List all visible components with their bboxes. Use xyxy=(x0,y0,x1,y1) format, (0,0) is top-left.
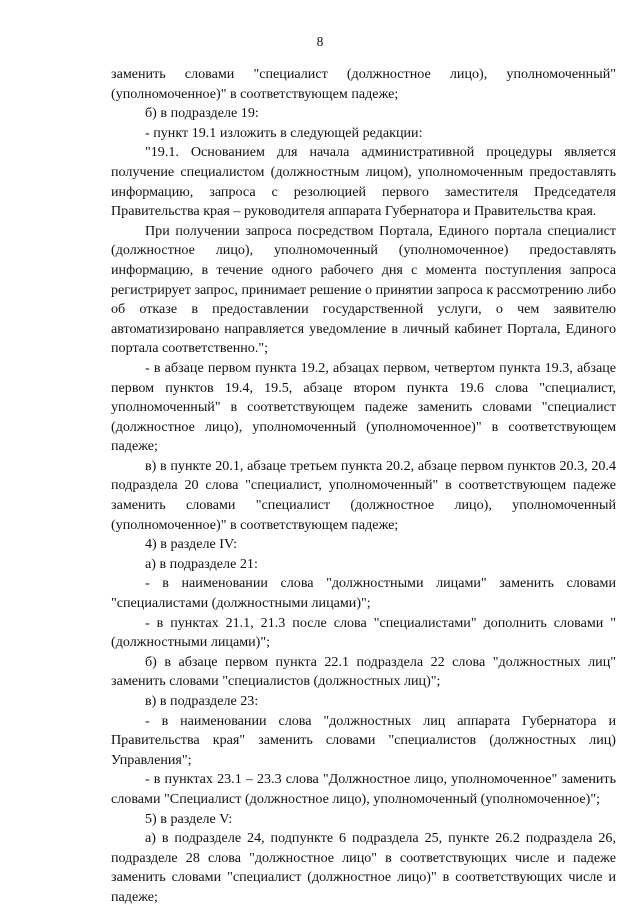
paragraph-continuation: заменить словами "специалист (должностное лицо), уполномоченный" (уполномоченное)" в соответствующем падеже; xyxy=(111,66,616,102)
paragraph-section-iv: 4) в разделе IV: xyxy=(145,536,238,553)
paragraph-23-items: - в пунктах 23.1 – 23.3 слова "Должностное лицо, уполномоченное" заменить словами "Специалист (должностное лицо), уполномоченный (уполномоченное)"; xyxy=(111,771,616,807)
paragraph-21-items: - в пунктах 21.1, 21.3 после слова "специалистами" дополнить словами "(должностными лицами)"; xyxy=(111,614,616,651)
paragraph-subsection-23: в) в подразделе 23: xyxy=(145,693,259,709)
paragraph-subsection-v: в) в пункте 20.1, абзаце третьем пункта 20.2, абзаце первом пунктов 20.3, 20.4 подраздела 20 слова "специалист, уполномоченный" в соответствующем падеже заменить словами "специалист (должностное лицо), уполномоченный (уполномоченное)" в соответствующем падеже; xyxy=(111,457,616,533)
paragraph-section-v: 5) в разделе V: xyxy=(145,810,233,827)
paragraph-item-19-2: - в абзаце первом пункта 19.2, абзацах первом, четвертом пункта 19.3, абзаце первом пунктов 19.4, 19.5, абзаце втором пункта 19.6 слова "специалист, уполномоченный" в соответствующем падеже заменить словами "специалист (должностное лицо), уполномоченный (уполномоченное)" в соответствующем падеже; xyxy=(111,359,616,455)
paragraph-subsection-b: б) в подразделе 19: xyxy=(145,105,259,122)
paragraph-item-19-1-intro: - пункт 19.1 изложить в следующей редакции: xyxy=(145,124,423,141)
paragraph-quoted-19-1: "19.1. Основанием для начала административной процедуры является получение специалистом (должностным лицом), уполномоченным предоставлять информацию, запроса с резолюцией первого заместителя Председателя Правительства края – руководителя аппарата Губернатора и Правительства края. xyxy=(111,144,616,220)
paragraph-21-title: - в наименовании слова "должностными лицами" заменить словами "специалистами (должностными лицами)"; xyxy=(111,575,616,612)
page-number: 8 xyxy=(316,34,324,49)
paragraph-subsection-24: а) в подразделе 24, подпункте 6 подраздела 25, пункте 26.2 подраздела 26, подразделе 28 слова "должностное лицо" в соответствующих числе и падеже заменить словами "специалист (должностное лицо)" в соответствующих числе и падеже; xyxy=(111,830,616,905)
paragraph-portal-request: При получении запроса посредством Портала, Единого портала специалист (должностное лицо), уполномоченный (уполномоченное) предоставлять информацию, в течение одного рабочего дня с момента поступления запроса регистрирует запрос, принимает решение о принятии запроса к рассмотрению либо об отказе в предоставлении государственной услуги, о чем заявителю автоматизировано направляется уведомление в личный кабинет Портала, Единого портала соответственно."; xyxy=(111,222,616,357)
paragraph-23-title: - в наименовании слова "должностных лиц аппарата Губернатора и Правительства края" заменить словами "специалистов (должностных лиц) Управления"; xyxy=(111,712,616,768)
document-body xyxy=(111,65,616,908)
paragraph-subsection-21: а) в подразделе 21: xyxy=(145,555,258,572)
paragraph-22-1: б) в абзаце первом пункта 22.1 подраздела 22 слова "должностных лиц" заменить словами "специалистов (должностных лиц)"; xyxy=(111,653,616,690)
